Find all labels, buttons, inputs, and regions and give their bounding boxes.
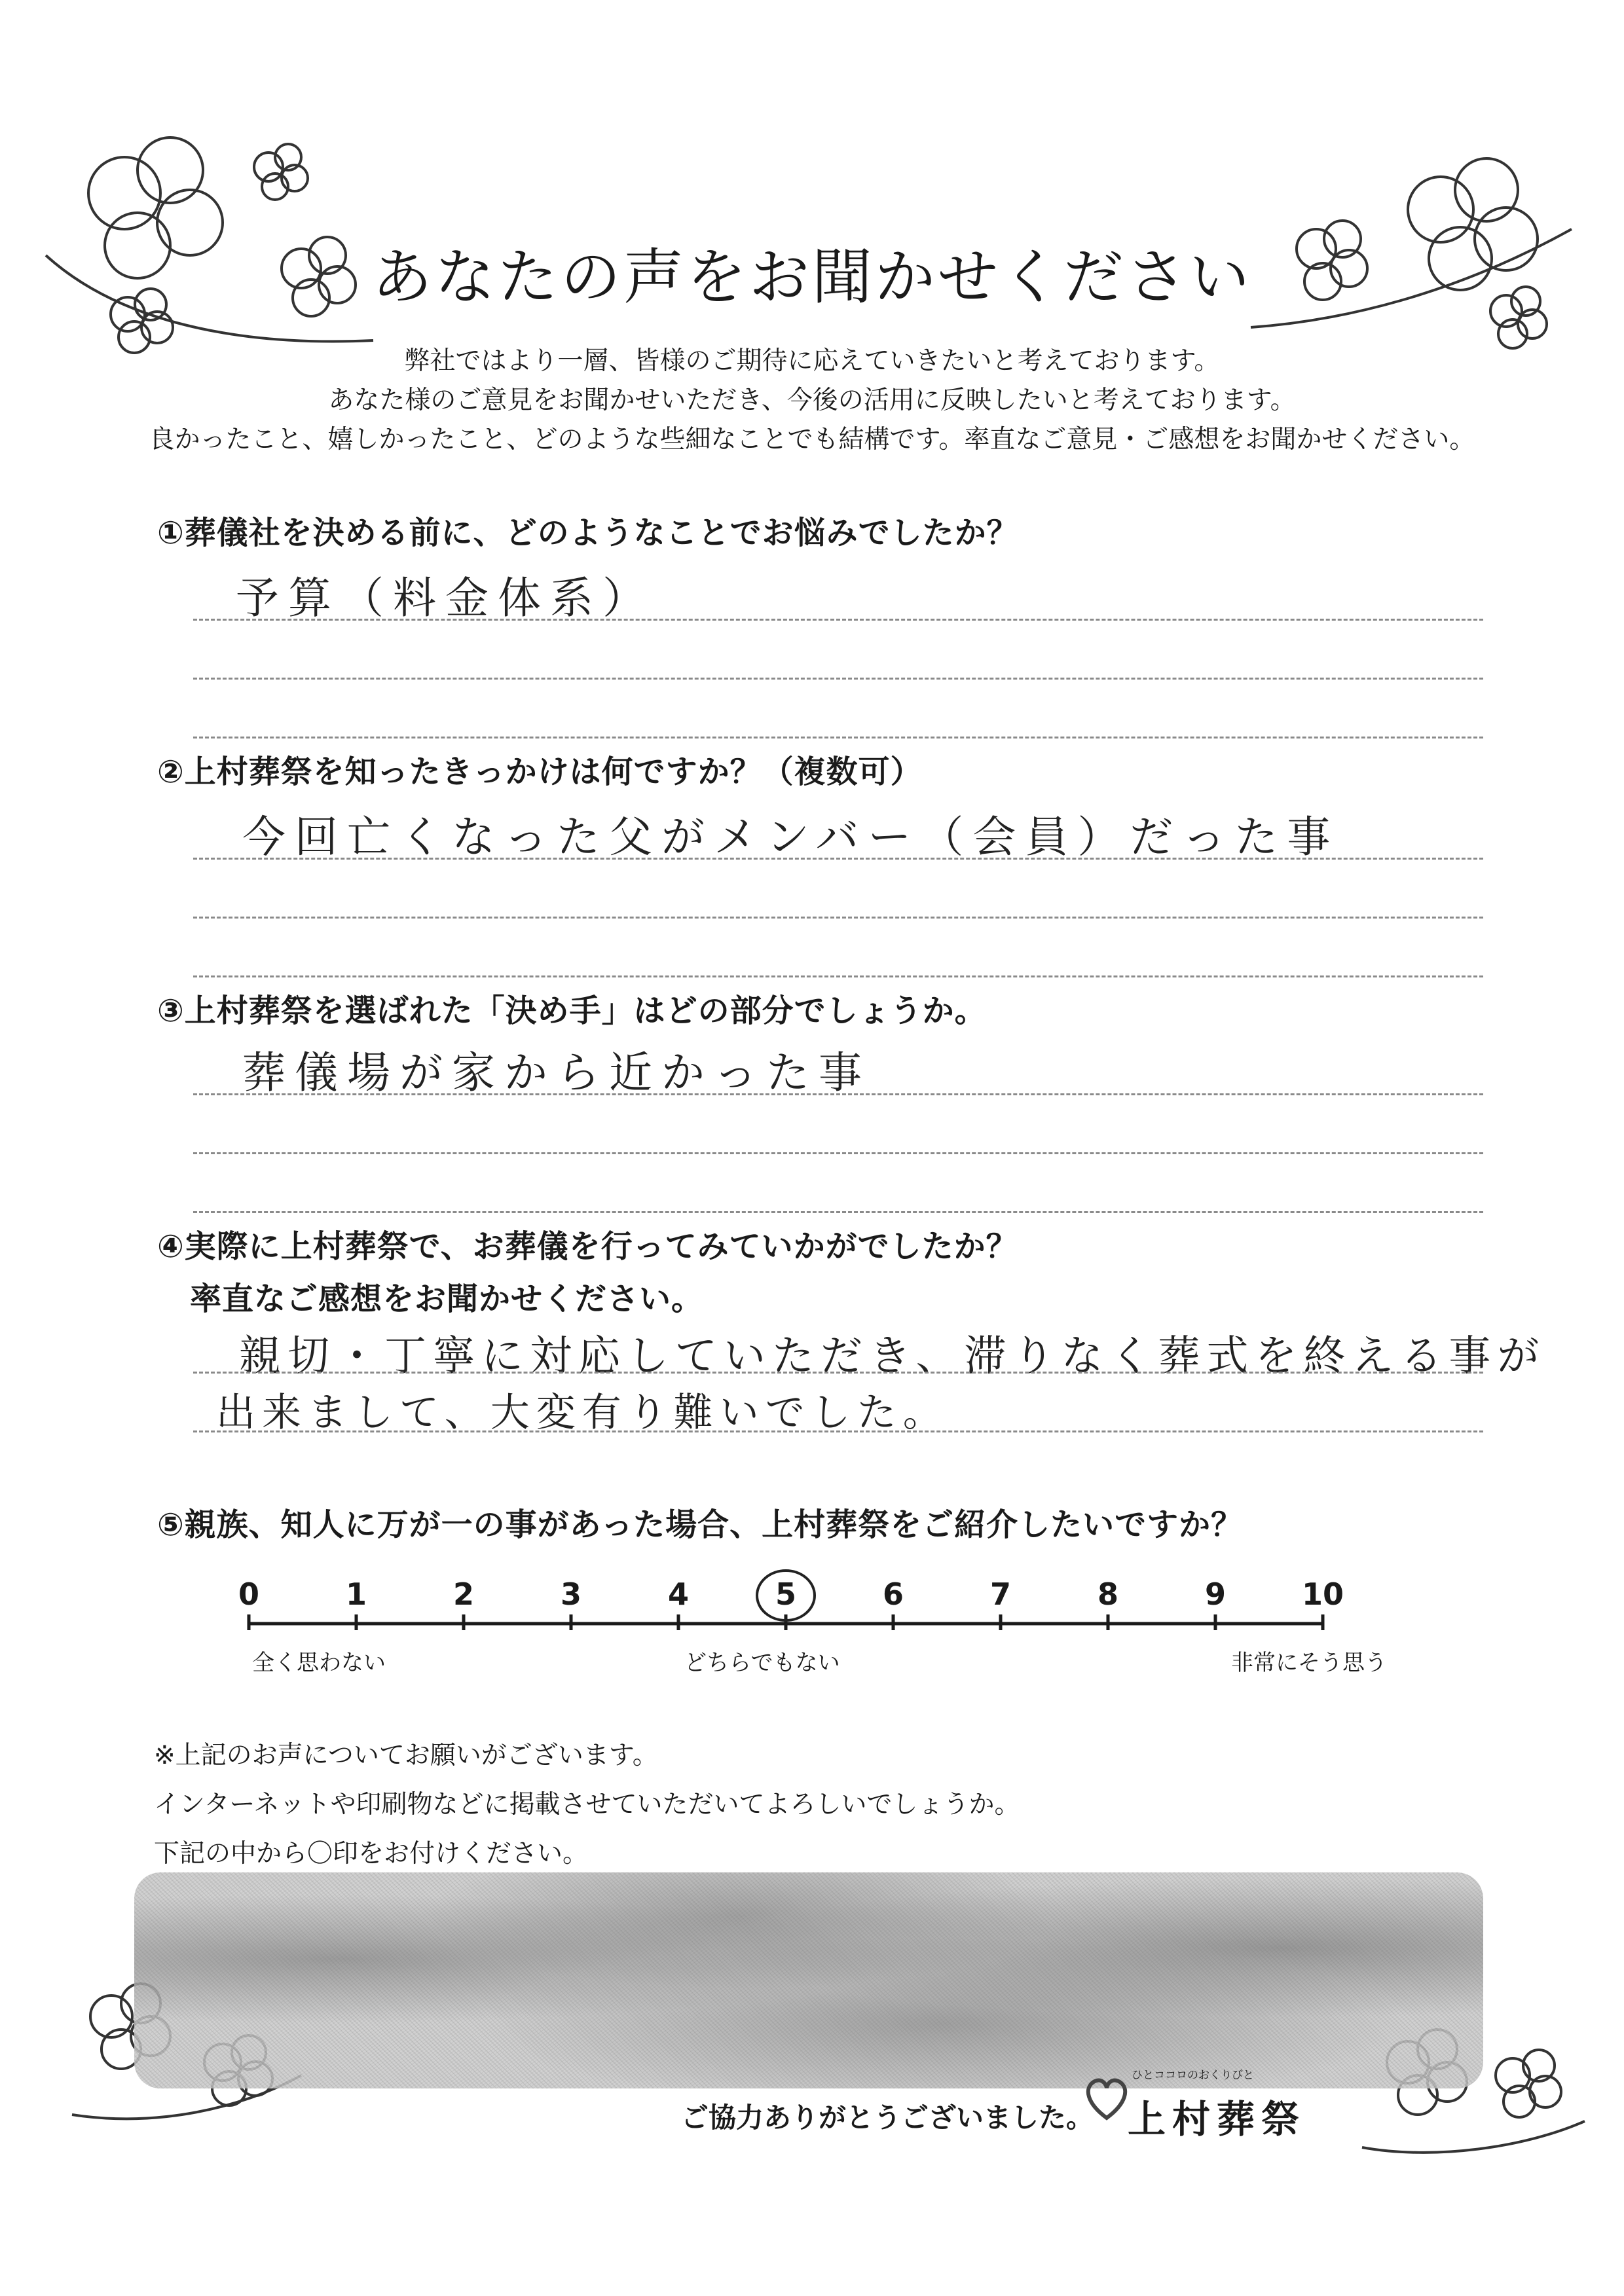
intro-line-3: 良かったこと、嬉しかったこと、どのような些細なことでも結構です。率直なご意見・ご感想をお聞かせください。 [149, 425, 1475, 454]
heart-logo-icon [1080, 2072, 1133, 2124]
answer-line [193, 1152, 1483, 1154]
scale-number-9[interactable]: 9 [1204, 1576, 1226, 1612]
scale-number-10[interactable]: 10 [1301, 1576, 1344, 1612]
answer-4-line-1: 親切・丁寧に対応していただき、滞りなく葬式を終える事が [239, 1332, 1546, 1381]
scale-label-high: 非常にそう思う [1231, 1650, 1387, 1676]
scale-number-5[interactable]: 5 [775, 1576, 796, 1612]
answer-4-line-2: 出来まして、大変有り難いでした。 [216, 1390, 949, 1436]
redacted-area [134, 1872, 1483, 2088]
scale-label-low: 全く思わない [252, 1650, 386, 1676]
question-5: ⑤親族、知人に万が一の事があった場合、上村葬祭をご紹介したいですか？ [157, 1506, 1244, 1543]
question-1: ①葬儀社を決める前に、どのようなことでお悩みでしたか？ [157, 515, 1019, 551]
answer-line [193, 975, 1483, 977]
scale-number-1[interactable]: 1 [345, 1576, 367, 1612]
answer-line [193, 858, 1483, 860]
intro-line-2: あなた様のご意見をお聞かせいただき、今後の活用に反映したいと考えております。 [328, 386, 1296, 415]
answer-3: 葬儀場が家から近かった事 [242, 1048, 871, 1098]
answer-line [193, 917, 1483, 919]
question-2: ②上村葬祭を知ったきっかけは何ですか？（複数可） [157, 754, 923, 790]
question-4: ④実際に上村葬祭で、お葬儀を行ってみていかがでしたか？ [157, 1228, 1018, 1265]
scale-label-mid: どちらでもない [684, 1650, 840, 1676]
note-line-3: 下記の中から〇印をお付けください。 [154, 1839, 589, 1868]
answer-line [193, 619, 1483, 621]
note-line-2: インターネットや印刷物などに掲載させていただいてよろしいでしょうか。 [154, 1790, 1020, 1819]
answer-line [193, 1430, 1483, 1432]
selected-rating-circle [750, 1566, 822, 1625]
answer-line [193, 678, 1483, 680]
answer-line [193, 1372, 1483, 1374]
intro-line-1: 弊社ではより一層、皆様のご期待に応えていきたいと考えております。 [404, 346, 1220, 376]
answer-line [193, 1093, 1483, 1095]
scale-number-0[interactable]: 0 [238, 1576, 259, 1612]
scale-number-3[interactable]: 3 [560, 1576, 581, 1612]
answer-line [193, 1211, 1483, 1213]
page-title: あなたの声をお聞かせください [371, 242, 1252, 312]
answer-1: 予算（料金体系） [236, 573, 655, 623]
company-logo-text: 上村葬祭 [1128, 2097, 1306, 2141]
scale-number-7[interactable]: 7 [989, 1576, 1011, 1612]
logo-tagline: ひとココロのおくりびと [1132, 2069, 1254, 2082]
note-line-1: ※上記のお声についてお願いがございます。 [154, 1741, 658, 1770]
question-3: ③上村葬祭を選ばれた「決め手」はどの部分でしょうか。 [157, 993, 987, 1029]
answer-2: 今回亡くなった父がメンバー（会員）だった事 [242, 812, 1340, 862]
question-4-sub: 率直なご感想をお聞かせください。 [190, 1281, 704, 1317]
answer-line [193, 737, 1483, 738]
scale-number-2[interactable]: 2 [452, 1576, 474, 1612]
scale-number-8[interactable]: 8 [1097, 1576, 1118, 1612]
thanks-message: ご協力ありがとうございました。 [681, 2102, 1094, 2134]
scale-number-4[interactable]: 4 [667, 1576, 689, 1612]
scale-number-6[interactable]: 6 [882, 1576, 904, 1612]
